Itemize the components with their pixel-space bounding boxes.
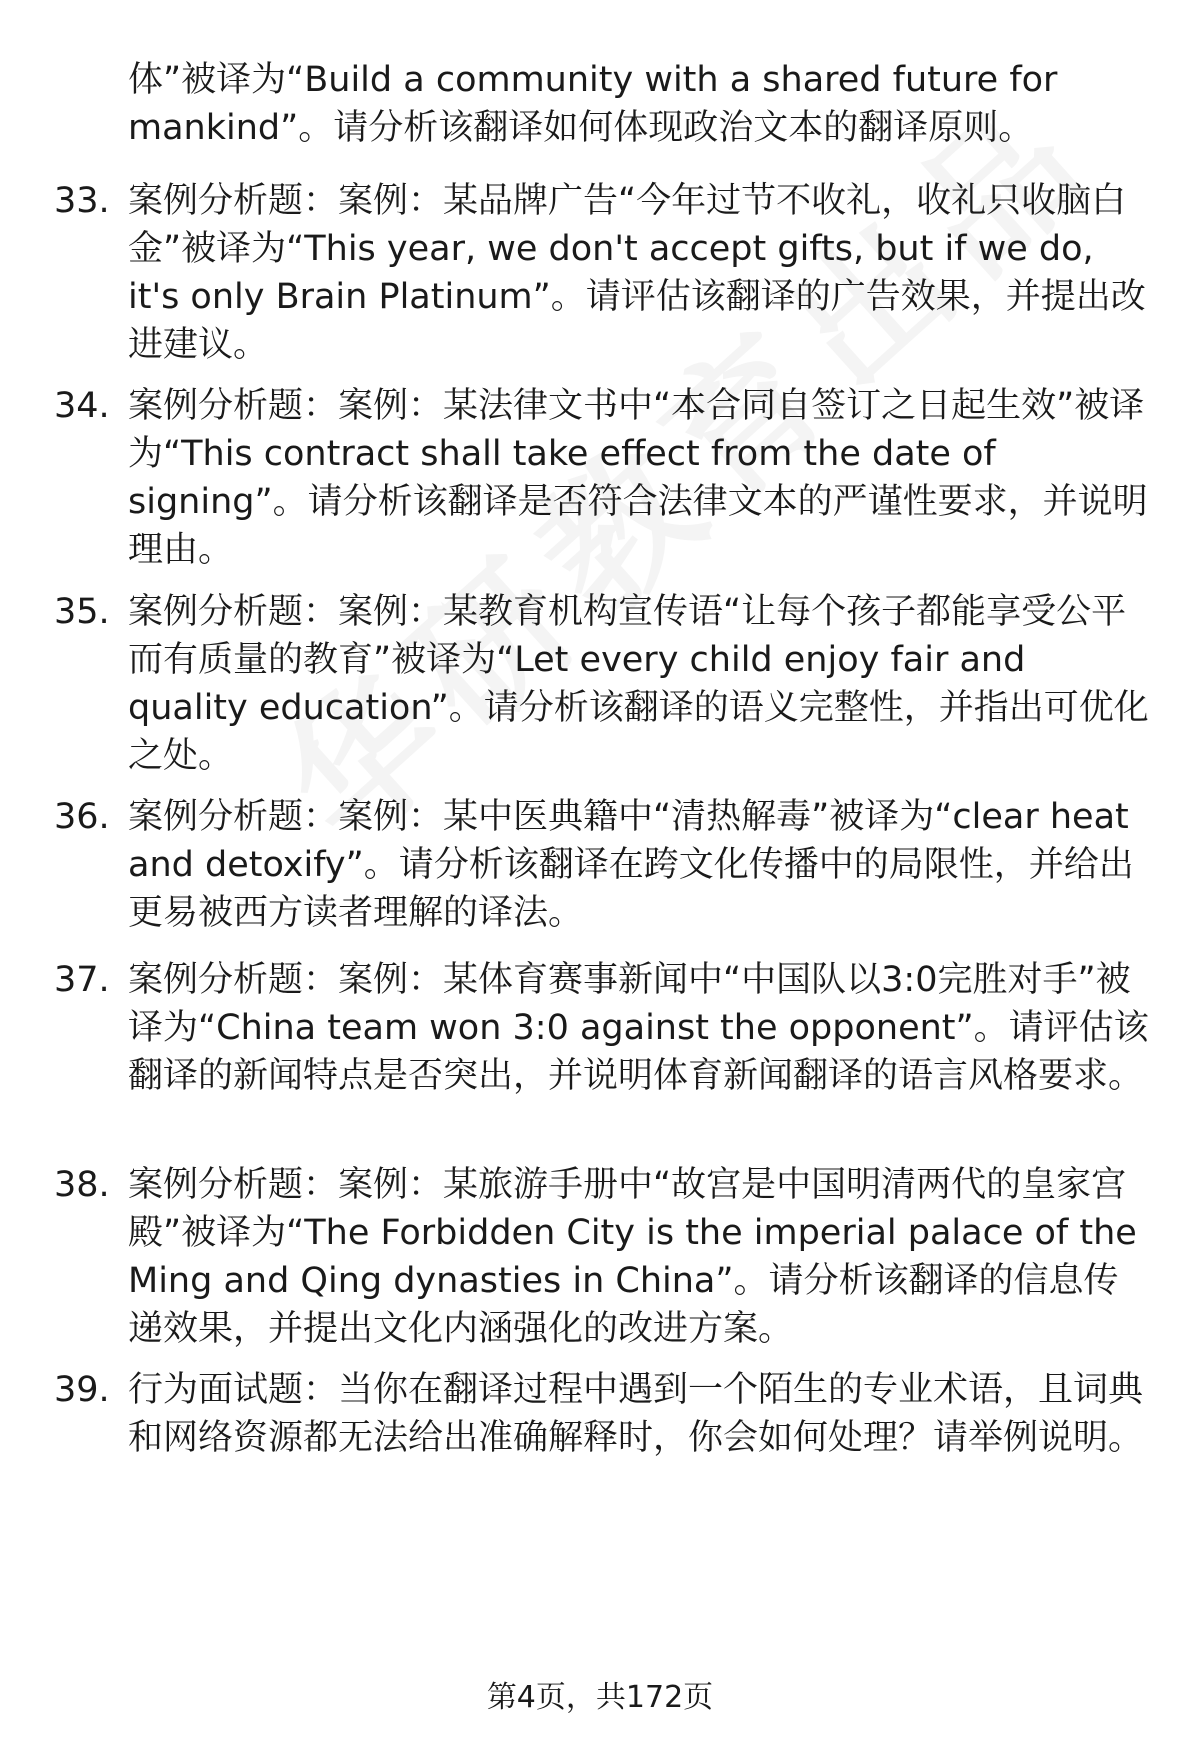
question-continuation-text: 体”被译为“Build a community with a shared future for mankind”。请分析该翻译如何体现政治文本的翻译原则。 [128, 60, 1058, 148]
question-text: 案例分析题：案例：某体育赛事新闻中“中国队以3:0完胜对手”被译为“China team won 3:0 against the opponent”。请评估该翻译的新闻特点是否突出，并说明体育新闻翻译的语言风格要求。 [128, 960, 1149, 1096]
question-text: 行为面试题：当你在翻译过程中遇到一个陌生的专业术语，且词典和网络资源都无法给出准确解释时，你会如何处理？请举例说明。 [128, 1370, 1144, 1458]
question-number: 35. [54, 592, 110, 632]
question-text: 案例分析题：案例：某旅游手册中“故宫是中国明清两代的皇家宫殿”被译为“The Forbidden City is the imperial palace of the Ming and Qing dynasties in China”。请分析该翻译的信息传递效果，并提出文化内涵强化的改进方案。 [128, 1165, 1137, 1349]
question-number: 36. [54, 797, 110, 837]
question-text: 案例分析题：案例：某教育机构宣传语“让每个孩子都能享受公平而有质量的教育”被译为“Let every child enjoy fair and quality education”。请分析该翻译的语义完整性，并指出可优化之处。 [128, 592, 1149, 776]
page-footer: 第4页，共172页 [486, 1680, 714, 1715]
question-text: 案例分析题：案例：某品牌广告“今年过节不收礼，收礼只收脑白金”被译为“This year, we don't accept gifts, but if we do, it's only Brain Platinum”。请评估该翻译的广告效果，并提出改进建议。 [128, 181, 1146, 365]
question-text: 案例分析题：案例：某中医典籍中“清热解毒”被译为“clear heat and detoxify”。请分析该翻译在跨文化传播中的局限性，并给出更易被西方读者理解的译法。 [128, 797, 1134, 933]
question-number: 33. [54, 181, 110, 221]
question-number: 37. [54, 960, 110, 1000]
question-number: 39. [54, 1370, 110, 1410]
question-number: 34. [54, 386, 110, 426]
question-text: 案例分析题：案例：某法律文书中“本合同自签订之日起生效”被译为“This contract shall take effect from the date of signing”。请分析该翻译是否符合法律文本的严谨性要求，并说明理由。 [128, 386, 1148, 570]
question-number: 38. [54, 1165, 110, 1205]
